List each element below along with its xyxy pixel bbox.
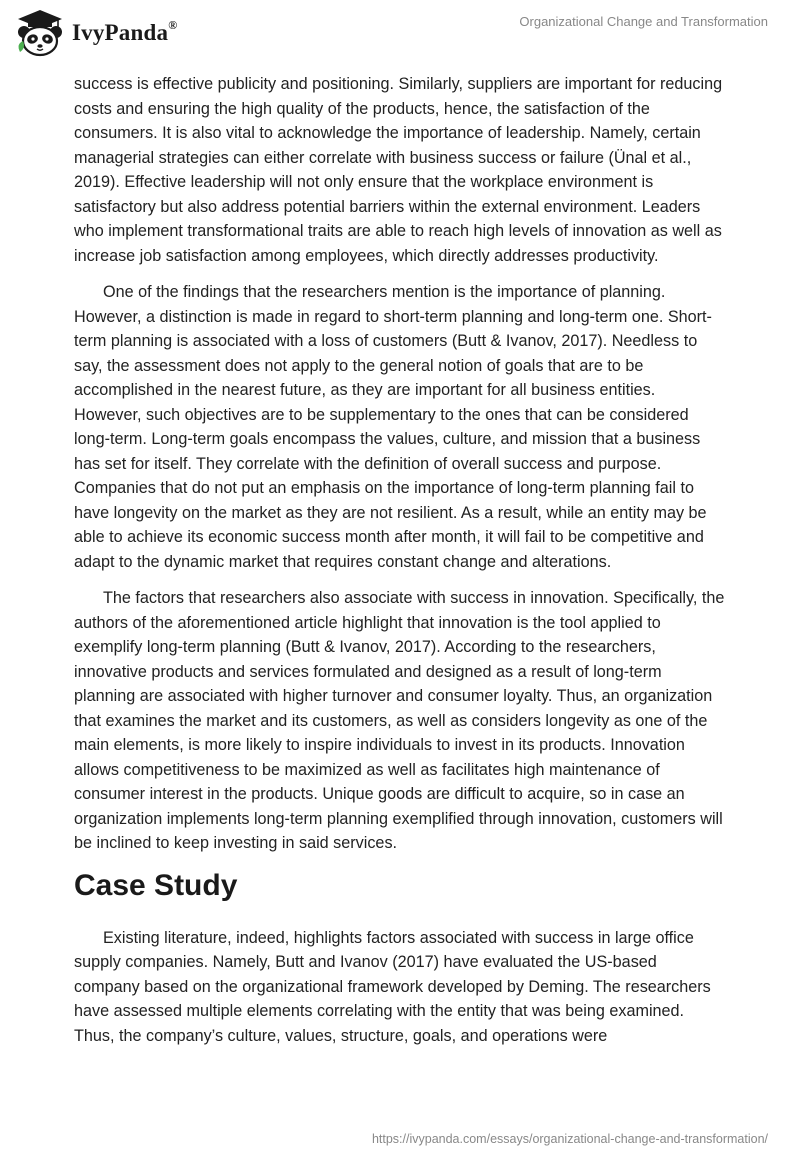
ivypanda-logo[interactable] <box>14 8 177 58</box>
section-heading: Case Study <box>74 868 238 902</box>
document-title: Organizational Change and Transformation <box>519 14 768 29</box>
paragraph: success is effective publicity and positioning. Similarly, suppliers are important for reducing costs and ensuring the high quality of the products, hence, the satisfaction of the consumers. It is also vital to acknowledge the importance of leadership. Namely, certain managerial strategies can either correlate with business success or failure (Ünal et al., 2019). Effective leadership will not only ensure that the workplace environment is satisfactory but also address potential barriers within the external environment. Leaders who implement transformational traits are able to reach high levels of innovation as well as increase job satisfaction among employees, which directly addresses productivity. <box>74 75 723 265</box>
brand-name: IvyPanda® <box>72 18 178 45</box>
panda-graduation-icon <box>14 8 66 58</box>
paragraph: One of the findings that the researchers mention is the importance of planning. However, a distinction is made in regard to short-term planning and long-term one. Short-term planning is associated with a loss of customers (Butt & Ivanov, 2017). Needless to say, the assessment does not apply to the general notion of goals that are to be accomplished in the nearest future, as they are important for all business entities. However, such objectives are to be supplementary to the ones that can be considered long-term. Long-term goals encompass the values, culture, and mission that a business has set for itself. They correlate with the definition of overall success and purpose. Companies that do not put an emphasis on the importance of long-term planning fail to have longevity on the market as they are not resilient. As a result, while an entity may be able to achieve its economic success month after month, it will fail to be competitive and adapt to the dynamic market that requires constant change and alterations. <box>74 283 712 571</box>
essay-content <box>74 72 726 1060</box>
paragraph: The factors that researchers also associate with success in innovation. Specifically, the authors of the aforementioned article highlight that innovation is the tool applied to exemplify long-term planning (Butt & Ivanov, 2017). According to the researchers, innovative products and services formulated and designed as a result of long-term planning are associated with higher turnover and consumer loyalty. Thus, an organization that examines the market and its customers, as well as considers longevity as one of the main elements, is more likely to inspire individuals to invest in its products. Innovation allows competitiveness to be maximized as well as facilitates high maintenance of consumer interest in the products. Unique goods are difficult to acquire, so in case an organization implements long-term planning exemplified through innovation, customers will be inclined to keep investing in said services. <box>74 589 725 852</box>
source-url[interactable]: https://ivypanda.com/essays/organizational-change-and-transformation/ <box>371 1132 768 1146</box>
page-header <box>0 0 800 70</box>
paragraph: Existing literature, indeed, highlights factors associated with success in large office supply companies. Namely, Butt and Ivanov (2017) have evaluated the US-based company based on the organizational framework developed by Deming. The researchers have assessed multiple elements correlating with the entity that was being examined. Thus, the company’s culture, values, structure, goals, and operations were <box>74 928 711 1045</box>
